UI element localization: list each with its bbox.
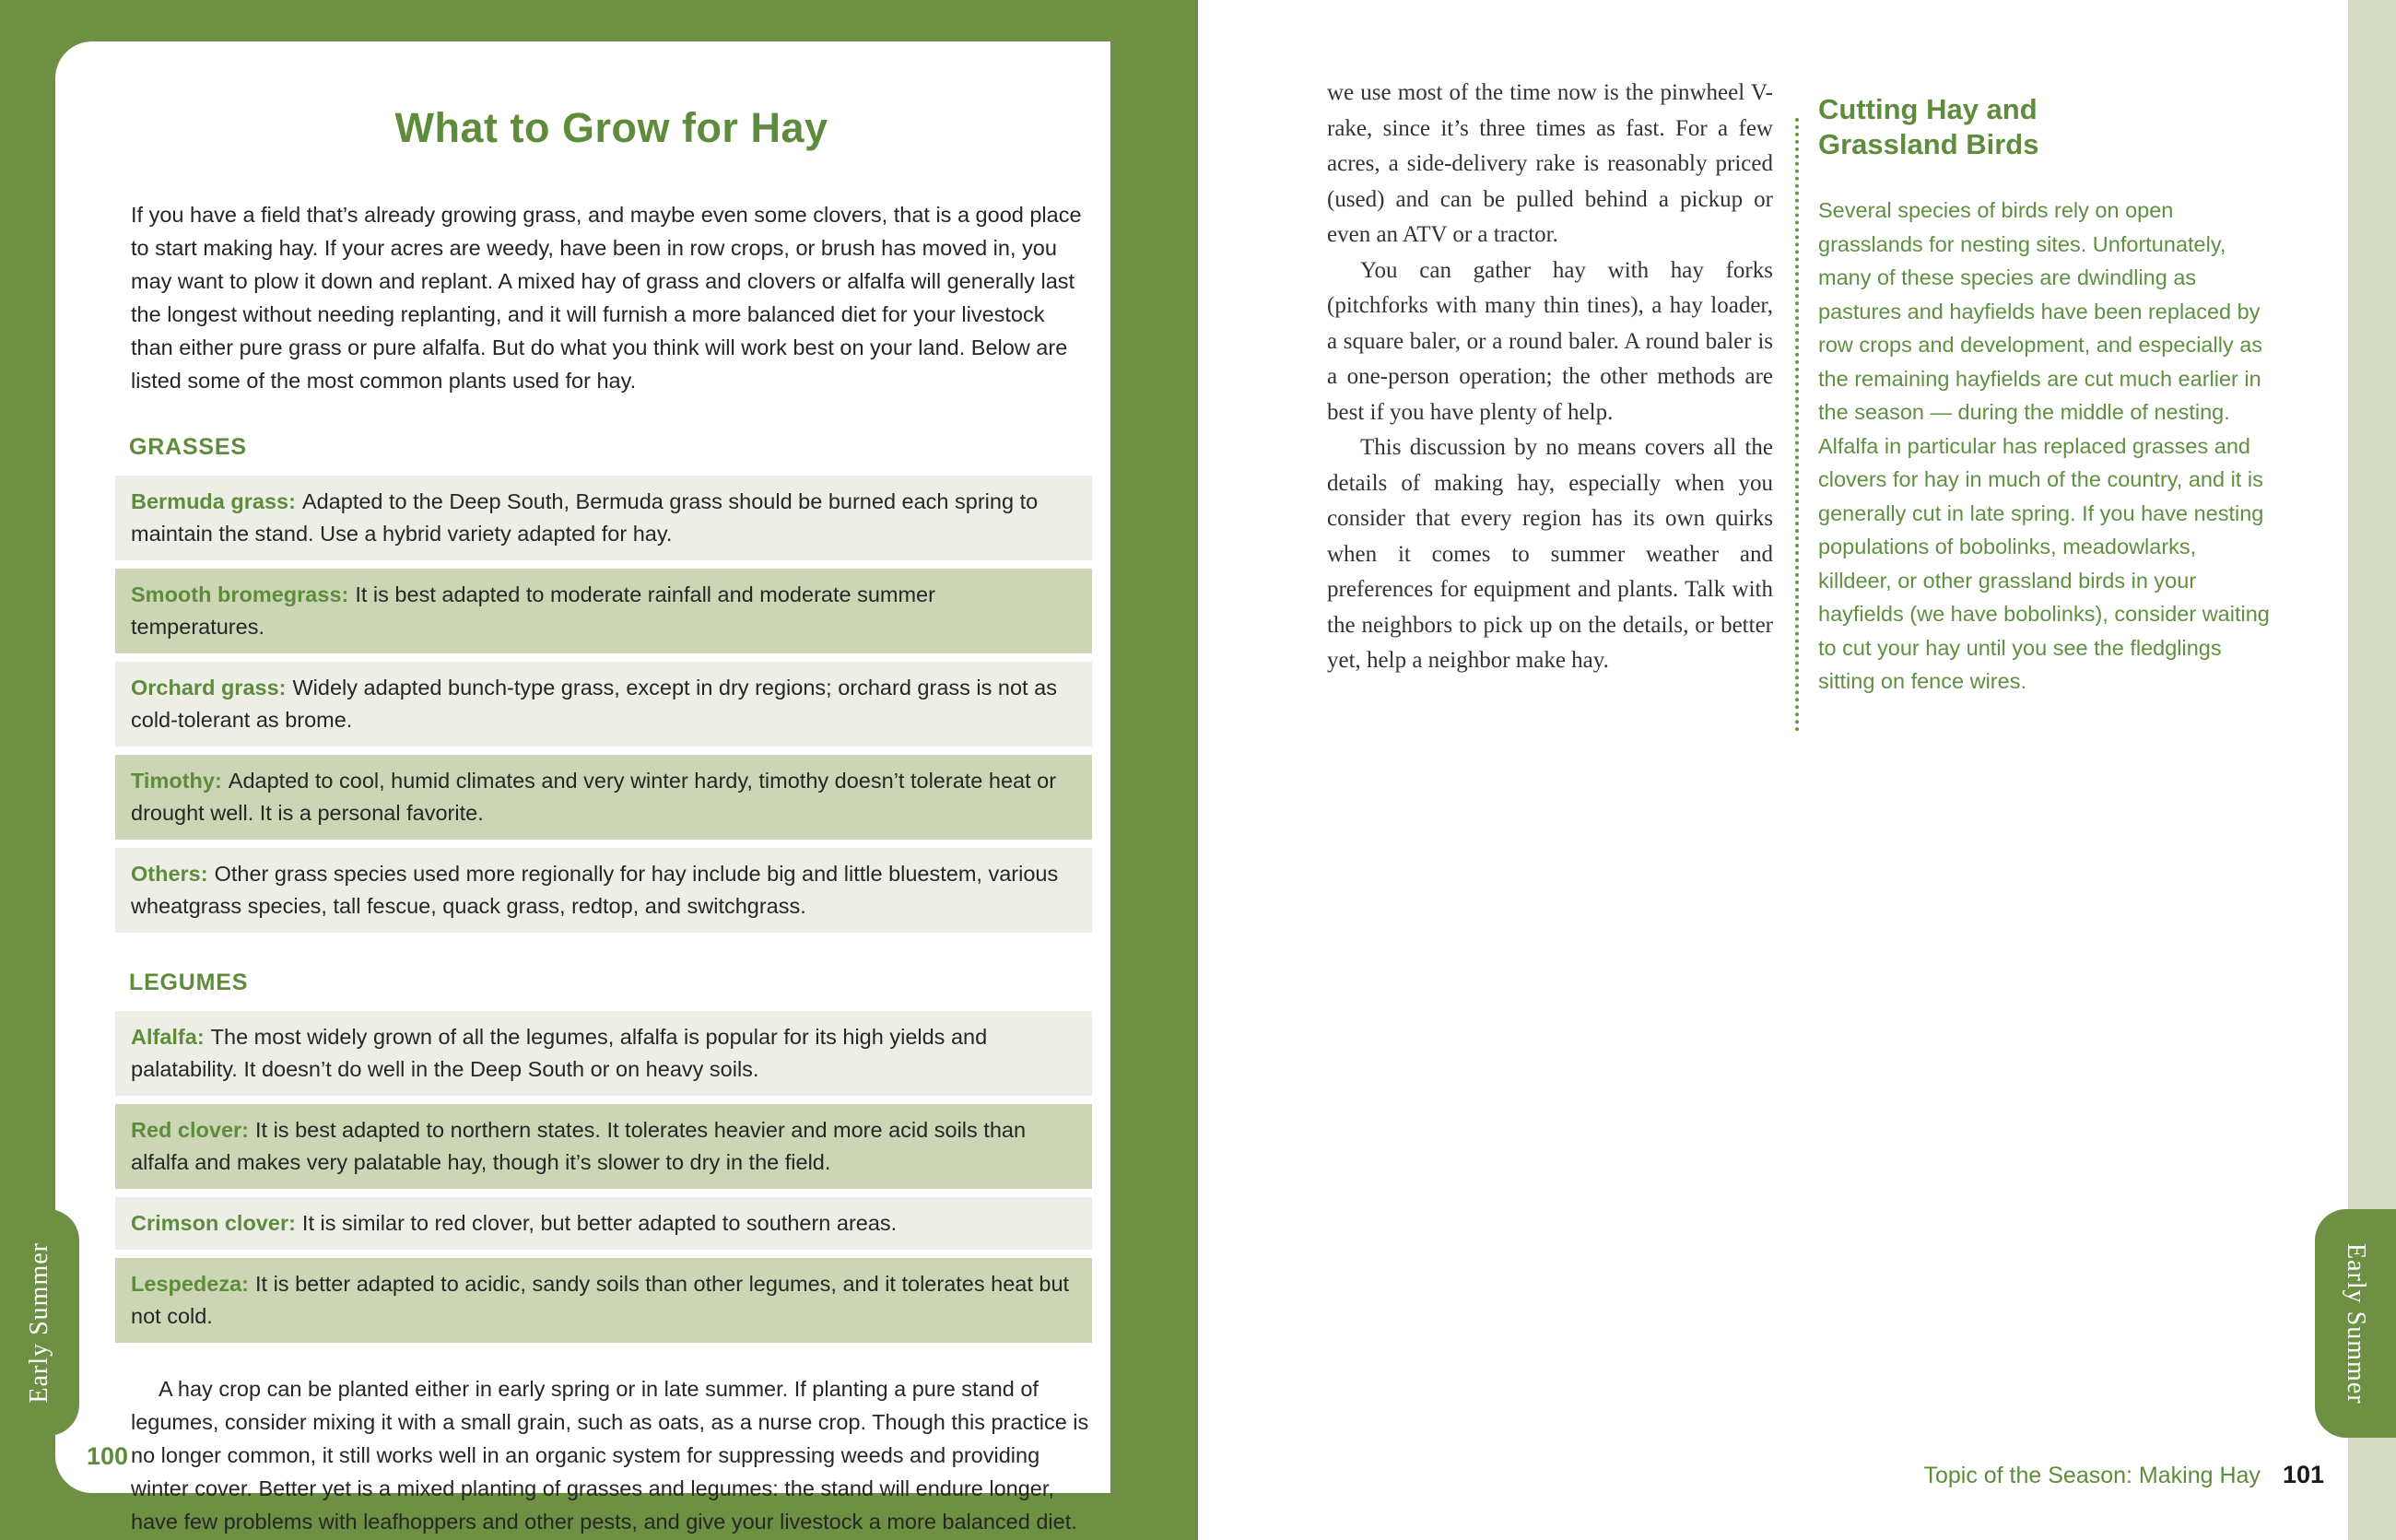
legume-entry-lespedeza	[115, 1258, 1092, 1343]
page-number-right: 101	[2282, 1461, 2324, 1488]
dotted-divider	[1795, 118, 1799, 732]
grass-entry-timothy	[115, 755, 1092, 840]
entry-text: The most widely grown of all the legumes, alfalfa is popular for its high yields and palatability. It doesn’t do well in the Deep South or on heavy soils.	[131, 1025, 988, 1081]
section-heading-grasses: GRASSES	[129, 434, 247, 460]
grass-entry-others	[115, 848, 1092, 933]
entry-label: Bermuda grass:	[131, 489, 296, 513]
entry-label: Timothy:	[131, 769, 222, 793]
body-paragraph-3: This discussion by no means covers all the details of making hay, especially when you consider that every region has its own quirks when it comes to summer weather and preferences for equipment and plants. Talk with the neighbors to pick up on the details, or better yet, help a neighbor make hay.	[1327, 435, 1773, 673]
body-paragraph-1: we use most of the time now is the pinwheel V-rake, since it’s three times as fast. For a few acres, a side-delivery rake is reasonably priced (used) and can be pulled behind a pickup or even an ATV or a tractor.	[1327, 80, 1773, 247]
entry-text: Other grass species used more regionally for hay include big and little bluestem, various wheatgrass species, tall fescue, quack grass, redtop, and switchgrass.	[131, 862, 1059, 918]
page-title: What to Grow for Hay	[394, 104, 828, 151]
entry-text: Widely adapted bunch-type grass, except in dry regions; orchard grass is not as cold-tolerant as brome.	[131, 676, 1057, 732]
grass-entry-bermuda	[115, 476, 1092, 560]
sidebar-title-line2: Grassland Birds	[1818, 128, 2039, 160]
entry-text: It is similar to red clover, but better adapted to southern areas.	[301, 1211, 898, 1235]
entry-text: It is better adapted to acidic, sandy soils than other legumes, and it tolerates heat but not cold.	[131, 1272, 1070, 1328]
grass-entry-orchard	[115, 662, 1092, 746]
section-heading-legumes: LEGUMES	[129, 970, 249, 995]
entry-label: Lespedeza:	[131, 1272, 249, 1296]
body-text-column	[1327, 76, 1773, 679]
season-tab-right	[2315, 1209, 2396, 1438]
season-tab-right-label: Early Summer	[2342, 1242, 2370, 1405]
page-number-left: 100	[87, 1442, 129, 1470]
right-page-background	[1198, 0, 2396, 1540]
sidebar-title	[1818, 92, 2275, 162]
legume-entry-red-clover	[115, 1104, 1092, 1189]
legume-entry-crimson-clover	[115, 1197, 1092, 1250]
entry-text: It is best adapted to moderate rainfall and moderate summer temperatures.	[131, 582, 935, 639]
grass-entry-bromegrass	[115, 569, 1092, 653]
season-tab-left	[0, 1209, 79, 1436]
legume-entry-alfalfa	[115, 1011, 1092, 1096]
sidebar-body: Several species of birds rely on open grasslands for nesting sites. Unfortunately, many of these species are dwindling as pastures and hayfields have been replaced by row crops and development, and especially as the remaining hayfields are cut much earlier in the season — during the middle of nesting. Alfalfa in particular has replaced grasses and clovers for hay in much of the country, and it is generally cut in late spring. If you have nesting populations of bobolinks, meadowlarks, killdeer, or other grassland birds in your hayfields (we have bobolinks), consider waiting to cut your hay until you see the fledglings sitting on fence wires.	[1818, 198, 2270, 693]
closing-paragraph: A hay crop can be planted either in early spring or in late summer. If planting a pure stand of legumes, consider mixing it with a small grain, such as oats, as a nurse crop. Though this practice is no longer common, it still works well in an organic system for suppressing weeds and providing winter cover. Better yet is a mixed planting of grasses and legumes: the stand will endure longer, have few problems with leafhoppers and other pests, and give your livestock a more balanced diet.	[131, 1377, 1089, 1534]
entry-label: Red clover:	[131, 1118, 249, 1142]
left-page-card	[55, 41, 1110, 1534]
right-page-footer	[1923, 1461, 2324, 1489]
season-tab-left-label: Early Summer	[25, 1241, 53, 1404]
entry-label: Alfalfa:	[131, 1025, 205, 1049]
entry-text: It is best adapted to northern states. It tolerates heavier and more acid soils than alfalfa and makes very palatable hay, though it’s slower to dry in the field.	[131, 1118, 1027, 1174]
left-page-content	[55, 41, 1110, 1538]
entry-text: Adapted to the Deep South, Bermuda grass should be burned each spring to maintain the stand. Use a hybrid variety adapted for hay.	[131, 489, 1039, 546]
entry-label: Orchard grass:	[131, 676, 287, 699]
entry-label: Smooth bromegrass:	[131, 582, 349, 606]
intro-paragraph: If you have a field that’s already growing grass, and maybe even some clovers, that is a good place to start making hay. If your acres are weedy, have been in row crops, or brush has moved in, you may want to plow it down and replant. A mixed hay of grass and clovers or alfalfa will generally last the longest without needing replanting, and it will furnish a more balanced diet for your livestock than either pure grass or pure alfalfa. But do what you think will work best on your land. Below are listed some of the most common plants used for hay.	[131, 203, 1082, 393]
entry-label: Others:	[131, 862, 208, 886]
entry-label: Crimson clover:	[131, 1211, 296, 1235]
sidebar-title-line1: Cutting Hay and	[1818, 93, 2038, 125]
body-paragraph-2: You can gather hay with hay forks (pitchforks with many thin tines), a hay loader, a square baler, or a round baler. A round baler is a one-person operation; the other methods are best if you have plenty of help.	[1327, 257, 1773, 425]
sidebar-grassland-birds	[1818, 92, 2275, 699]
entry-text: Adapted to cool, humid climates and very winter hardy, timothy doesn’t tolerate heat or drought well. It is a personal favorite.	[131, 769, 1057, 825]
footer-topic-label: Topic of the Season: Making Hay	[1923, 1463, 2261, 1488]
